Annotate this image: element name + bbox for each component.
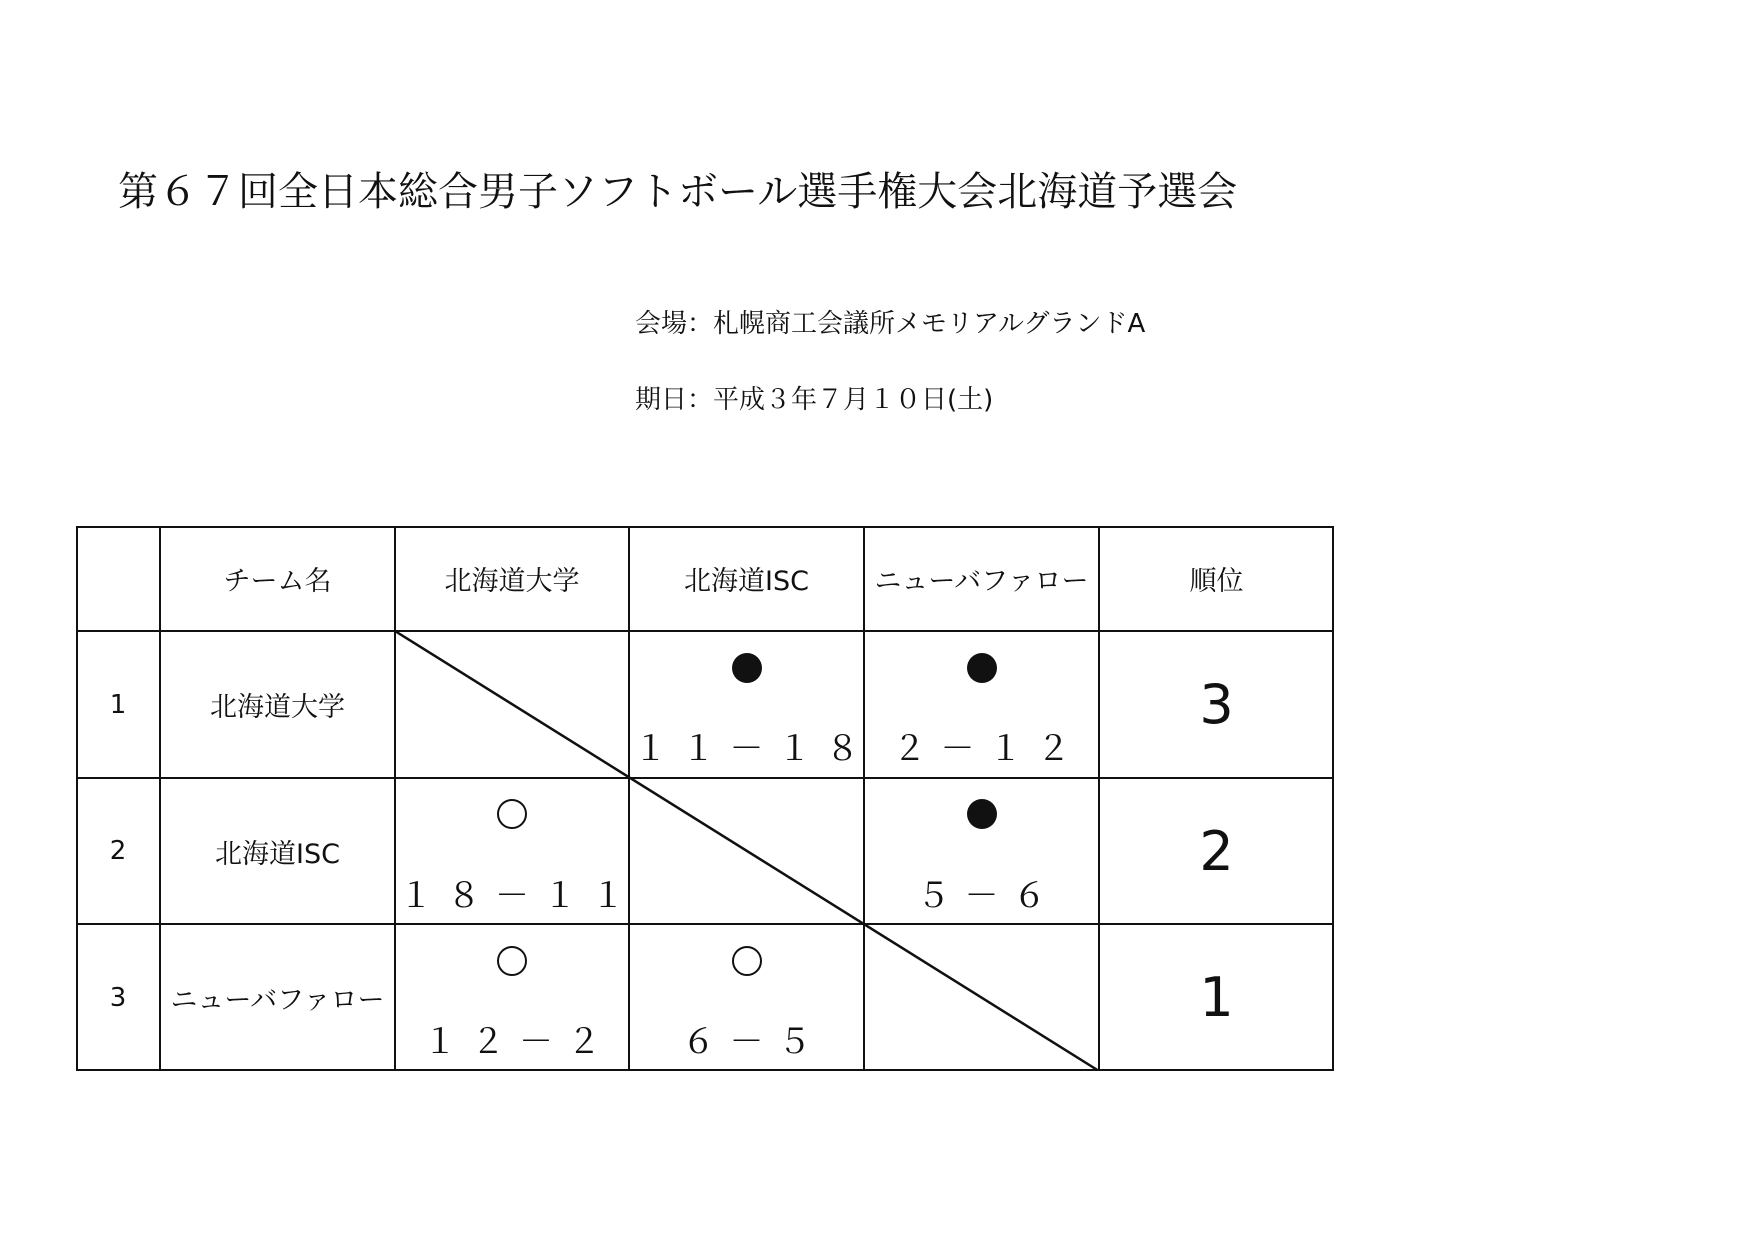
rank-value: 2: [1199, 819, 1234, 883]
header-col-hokkaido-univ: 北海道大学: [444, 566, 580, 597]
header-col-hokkaido-isc: 北海道ISC: [684, 566, 809, 597]
score: １８－１１: [399, 876, 639, 916]
row-index: 1: [109, 689, 127, 720]
score: ６－５: [681, 1022, 826, 1062]
results-table: [76, 526, 1334, 1071]
page-title: 第６７回全日本総合男子ソフトボール選手権大会北海道予選会: [118, 169, 1238, 215]
row-team-name: ニューバファロー: [170, 985, 385, 1016]
loss-mark-icon: [732, 653, 762, 683]
rank-value: 1: [1199, 966, 1234, 1029]
row-index: 2: [109, 836, 127, 866]
row-team-name: 北海道大学: [210, 692, 345, 723]
date-line: 期日：平成３年７月１０日(土): [635, 385, 994, 415]
score: ５－６: [916, 876, 1061, 916]
score: ２－１２: [892, 729, 1085, 769]
header-col-new-buffalo: ニューバファロー: [874, 566, 1089, 597]
header-team-name: チーム名: [223, 566, 332, 597]
row-team-name: 北海道ISC: [215, 838, 340, 870]
win-mark-icon: [732, 946, 762, 976]
loss-mark-icon: [967, 653, 997, 683]
header-rank: 順位: [1189, 566, 1244, 597]
win-mark-icon: [497, 946, 527, 976]
score: １１－１８: [633, 729, 874, 769]
score: １２－２: [423, 1022, 615, 1062]
rank-value: 3: [1199, 673, 1234, 736]
loss-mark-icon: [967, 799, 997, 829]
venue-line: 会場：札幌商工会議所メモリアルグランドA: [635, 309, 1146, 339]
row-index: 3: [109, 982, 127, 1013]
self-match-diagonal: [395, 631, 1099, 1071]
win-mark-icon: [497, 799, 527, 829]
